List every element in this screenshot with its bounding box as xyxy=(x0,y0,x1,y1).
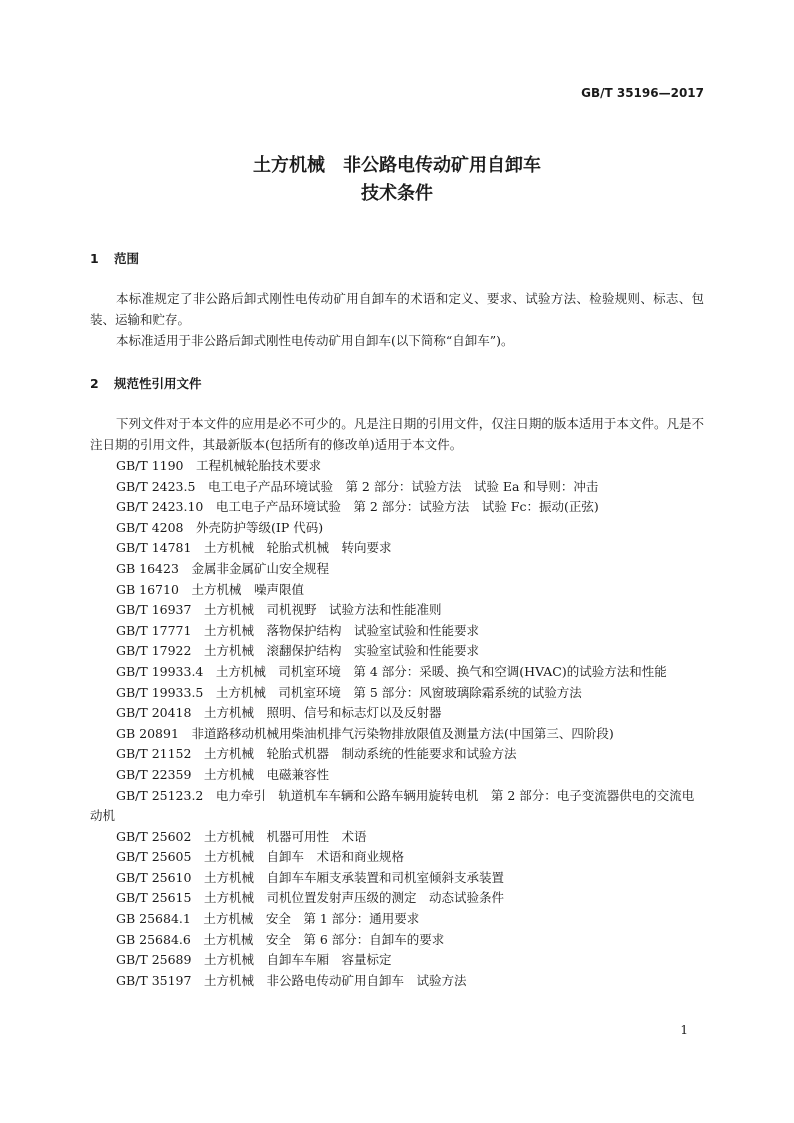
reference-title: 土方机械 非公路电传动矿用自卸车 试验方法 xyxy=(203,972,467,988)
section-1-title: 范围 xyxy=(114,251,140,266)
reference-code: GB/T 19933.4 xyxy=(116,663,204,679)
reference-item xyxy=(90,621,704,642)
reference-item xyxy=(90,477,704,498)
section-1-heading xyxy=(90,249,139,267)
reference-title: 土方机械 司机位置发射声压级的测定 动态试验条件 xyxy=(203,890,504,906)
reference-title: 土方机械 司机室环境 第 4 部分：采暖、换气和空调(HVAC)的试验方法和性能 xyxy=(215,663,667,679)
reference-code: GB/T 21152 xyxy=(116,746,192,762)
reference-title: 土方机械 电磁兼容性 xyxy=(203,766,329,782)
reference-title: 土方机械 轮胎式机器 制动系统的性能要求和试验方法 xyxy=(203,746,517,762)
reference-code: GB/T 4208 xyxy=(116,519,184,535)
reference-code: GB 25684.6 xyxy=(116,931,191,947)
reference-item xyxy=(90,827,704,848)
reference-title: 土方机械 噪声限值 xyxy=(191,581,304,597)
reference-code: GB/T 25602 xyxy=(116,828,192,844)
reference-item xyxy=(90,683,704,704)
reference-code: GB/T 16937 xyxy=(116,602,192,618)
reference-code: GB/T 14781 xyxy=(116,540,192,556)
reference-title: 土方机械 自卸车 术语和商业规格 xyxy=(203,849,404,865)
reference-title: 土方机械 机器可用性 术语 xyxy=(203,828,367,844)
reference-title: 土方机械 司机视野 试验方法和性能准则 xyxy=(203,602,442,618)
reference-title: 土方机械 滚翻保护结构 实验室试验和性能要求 xyxy=(203,643,479,659)
reference-code: GB 25684.1 xyxy=(116,911,191,927)
reference-code: GB/T 19933.5 xyxy=(116,684,204,700)
reference-title: 土方机械 自卸车车厢支承装置和司机室倾斜支承装置 xyxy=(203,869,504,885)
reference-title: 土方机械 安全 第 6 部分：自卸车的要求 xyxy=(203,931,445,947)
reference-title: 土方机械 司机室环境 第 5 部分：风窗玻璃除霜系统的试验方法 xyxy=(215,684,582,700)
reference-title: 电工电子产品环境试验 第 2 部分：试验方法 试验 Ea 和导则：冲击 xyxy=(207,478,599,494)
reference-code: GB/T 25610 xyxy=(116,869,192,885)
reference-item xyxy=(90,724,704,745)
reference-item xyxy=(90,641,704,662)
reference-item xyxy=(90,703,704,724)
reference-item xyxy=(90,744,704,765)
reference-code: GB/T 25615 xyxy=(116,890,192,906)
reference-code: GB 16423 xyxy=(116,560,179,576)
page-number: 1 xyxy=(680,1023,688,1037)
title-line-2: 技术条件 xyxy=(361,183,433,204)
section-1-paragraph-2: 本标准适用于非公路后卸式刚性电传动矿用自卸车(以下简称“自卸车”)。 xyxy=(116,333,514,348)
reference-item xyxy=(90,930,704,951)
reference-item xyxy=(90,847,704,868)
section-2-heading xyxy=(90,374,202,392)
reference-code: GB/T 17922 xyxy=(116,643,192,659)
reference-item xyxy=(90,497,704,518)
title-line-1: 土方机械 非公路电传动矿用自卸车 xyxy=(253,155,541,176)
reference-code: GB 20891 xyxy=(116,725,179,741)
reference-code: GB/T 25689 xyxy=(116,952,192,968)
reference-code: GB/T 2423.5 xyxy=(116,478,196,494)
reference-code: GB/T 1190 xyxy=(116,458,184,473)
reference-item xyxy=(90,662,704,683)
reference-item xyxy=(90,786,704,827)
reference-title: 电力牵引 轨道机车车辆和公路车辆用旋转电机 第 2 部分：电子变流器供电的交流电动机 xyxy=(90,787,695,824)
reference-code: GB/T 2423.10 xyxy=(116,499,204,515)
reference-title: 土方机械 落物保护结构 试验室试验和性能要求 xyxy=(203,622,479,638)
reference-item xyxy=(90,950,704,971)
reference-item xyxy=(90,600,704,621)
reference-code: GB 16710 xyxy=(116,581,179,597)
reference-item xyxy=(90,559,704,580)
reference-code: GB/T 25605 xyxy=(116,849,192,865)
reference-item xyxy=(90,456,704,477)
reference-code: GB/T 20418 xyxy=(116,705,192,721)
reference-code: GB/T 35197 xyxy=(116,972,192,988)
reference-title: 电工电子产品环境试验 第 2 部分：试验方法 试验 Fc：振动(正弦) xyxy=(215,499,599,515)
reference-code: GB/T 17771 xyxy=(116,622,192,638)
reference-code: GB/T 22359 xyxy=(116,766,192,782)
reference-title: 土方机械 轮胎式机械 转向要求 xyxy=(203,540,392,556)
reference-title: 工程机械轮胎技术要求 xyxy=(196,458,322,473)
reference-item xyxy=(90,888,704,909)
reference-title: 土方机械 安全 第 1 部分：通用要求 xyxy=(203,911,420,927)
standard-number: GB/T 35196—2017 xyxy=(581,86,704,100)
reference-title: 金属非金属矿山安全规程 xyxy=(191,560,329,576)
section-2-intro: 下列文件对于本文件的应用是必不可少的。凡是注日期的引用文件，仅注日期的版本适用于本文件。凡是不注日期的引用文件，其最新版本(包括所有的修改单)适用于本文件。 xyxy=(90,416,704,452)
reference-item xyxy=(90,971,704,992)
reference-code: GB/T 25123.2 xyxy=(116,787,204,803)
section-2-number: 2 xyxy=(90,376,99,391)
reference-item xyxy=(90,909,704,930)
section-1-number: 1 xyxy=(90,251,99,266)
reference-item xyxy=(90,518,704,539)
reference-item xyxy=(90,868,704,889)
reference-item xyxy=(90,580,704,601)
reference-item xyxy=(90,765,704,786)
reference-item xyxy=(90,538,704,559)
reference-list xyxy=(90,456,704,991)
document-title xyxy=(0,152,794,208)
section-2-title: 规范性引用文件 xyxy=(114,376,202,391)
section-1-paragraph-1: 本标准规定了非公路后卸式刚性电传动矿用自卸车的术语和定义、要求、试验方法、检验规则、标志、包装、运输和贮存。 xyxy=(90,291,704,327)
reference-title: 外壳防护等级(IP 代码) xyxy=(196,519,324,535)
reference-title: 非道路移动机械用柴油机排气污染物排放限值及测量方法(中国第三、四阶段) xyxy=(191,725,614,741)
reference-title: 土方机械 照明、信号和标志灯以及反射器 xyxy=(203,705,442,721)
reference-title: 土方机械 自卸车车厢 容量标定 xyxy=(203,952,392,968)
